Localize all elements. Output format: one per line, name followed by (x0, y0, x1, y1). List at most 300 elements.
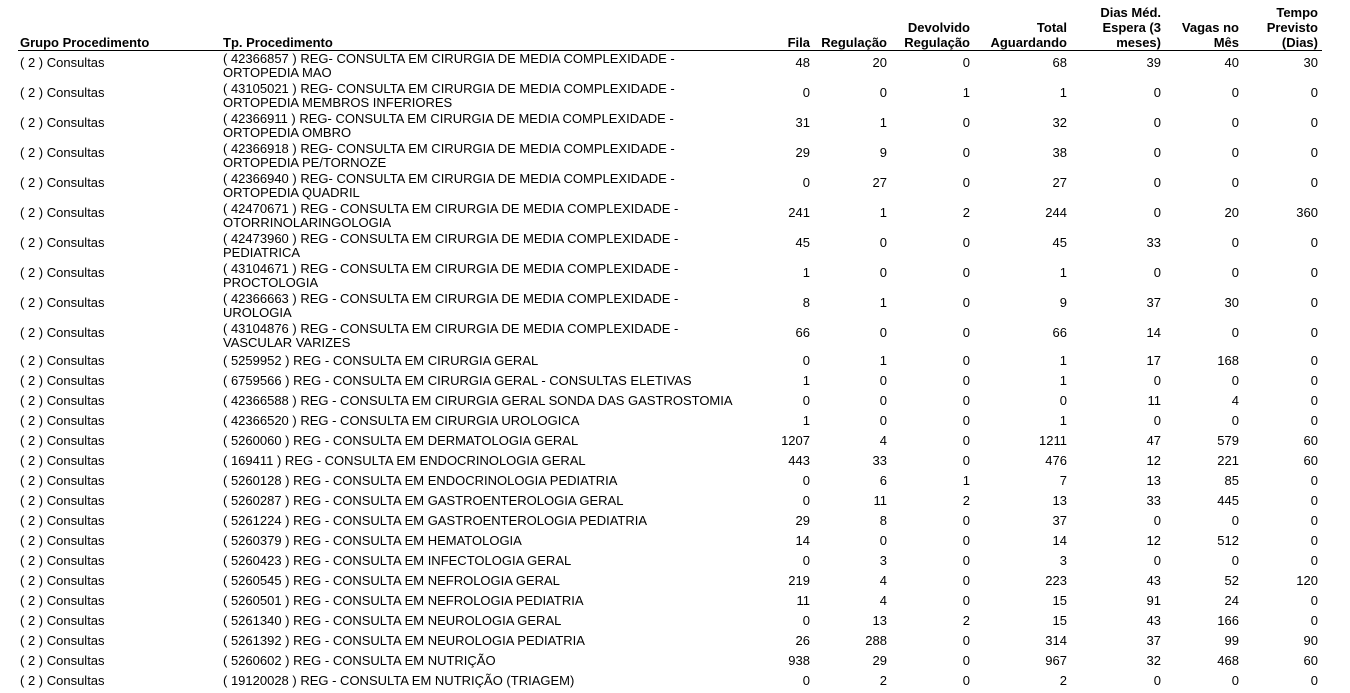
header-regulacao: Regulação (821, 35, 887, 50)
cell-dias: 0 (1153, 265, 1161, 280)
procedimento-line: ( 43104671 ) REG - CONSULTA EM CIRURGIA DE MEDIA COMPLEXIDADE - (223, 261, 679, 276)
cell-dias: 0 (1153, 413, 1161, 428)
cell-tempo: 360 (1296, 205, 1318, 220)
cell-vagas: 0 (1231, 513, 1239, 528)
cell-vagas: 0 (1231, 175, 1239, 190)
table-row (0, 411, 1350, 431)
header-fila: Fila (787, 35, 810, 50)
cell-regulacao: 29 (872, 653, 887, 668)
cell-vagas: 0 (1231, 85, 1239, 100)
cell-fila: 48 (795, 55, 810, 70)
cell-fila: 0 (802, 553, 810, 568)
cell-regulacao: 0 (879, 235, 887, 250)
cell-fila: 1 (802, 265, 810, 280)
cell-procedimento (223, 674, 574, 688)
cell-devolvido: 0 (962, 653, 970, 668)
cell-devolvido: 0 (962, 393, 970, 408)
cell-fila: 0 (802, 473, 810, 488)
table-row (0, 391, 1350, 411)
cell-regulacao: 11 (873, 493, 887, 508)
cell-dias: 0 (1153, 115, 1161, 130)
cell-fila: 0 (802, 393, 810, 408)
cell-procedimento (223, 202, 678, 230)
cell-tempo: 0 (1310, 235, 1318, 250)
cell-dias: 0 (1153, 373, 1161, 388)
cell-fila: 938 (788, 653, 810, 668)
cell-dias: 39 (1146, 55, 1161, 70)
cell-vagas: 0 (1231, 265, 1239, 280)
cell-devolvido: 2 (962, 613, 970, 628)
cell-dias: 33 (1146, 235, 1161, 250)
cell-fila: 0 (802, 673, 810, 688)
cell-total: 1 (1059, 373, 1067, 388)
cell-grupo: ( 2 ) Consultas (20, 513, 105, 528)
cell-fila: 0 (802, 493, 810, 508)
cell-total: 15 (1052, 593, 1067, 608)
cell-total: 1 (1059, 85, 1067, 100)
cell-procedimento (223, 232, 678, 260)
table-row (0, 471, 1350, 491)
table-row (0, 231, 1350, 261)
cell-grupo: ( 2 ) Consultas (20, 473, 105, 488)
cell-procedimento (223, 262, 678, 290)
cell-devolvido: 0 (962, 175, 970, 190)
cell-vagas: 85 (1224, 473, 1239, 488)
cell-devolvido: 0 (962, 553, 970, 568)
procedimento-line: ( 5260545 ) REG - CONSULTA EM NEFROLOGIA GERAL (223, 573, 560, 588)
cell-grupo: ( 2 ) Consultas (20, 175, 105, 190)
cell-dias: 32 (1146, 653, 1161, 668)
cell-vagas: 445 (1217, 493, 1239, 508)
cell-vagas: 512 (1217, 533, 1239, 548)
cell-regulacao: 4 (879, 573, 887, 588)
procedimento-line: PEDIATRICA (223, 245, 301, 260)
cell-regulacao: 0 (879, 373, 887, 388)
cell-grupo: ( 2 ) Consultas (20, 493, 105, 508)
cell-devolvido: 1 (962, 85, 970, 100)
table-row (0, 111, 1350, 141)
cell-tempo: 60 (1303, 433, 1318, 448)
procedimento-line: ORTOPEDIA QUADRIL (223, 185, 360, 200)
cell-regulacao: 0 (879, 85, 887, 100)
cell-devolvido: 0 (962, 533, 970, 548)
procedimento-line: ( 5261392 ) REG - CONSULTA EM NEUROLOGIA PEDIATRIA (223, 633, 585, 648)
cell-dias: 43 (1146, 573, 1161, 588)
cell-tempo: 0 (1310, 513, 1318, 528)
cell-procedimento (223, 574, 560, 588)
cell-procedimento (223, 394, 733, 408)
cell-regulacao: 9 (879, 145, 887, 160)
procedimento-line: ( 5261224 ) REG - CONSULTA EM GASTROENTEROLOGIA PEDIATRIA (223, 513, 648, 528)
cell-vagas: 20 (1224, 205, 1239, 220)
cell-devolvido: 0 (962, 513, 970, 528)
table-row (0, 451, 1350, 471)
cell-dias: 12 (1146, 533, 1161, 548)
cell-procedimento (223, 454, 586, 468)
cell-grupo: ( 2 ) Consultas (20, 633, 105, 648)
cell-devolvido: 0 (962, 235, 970, 250)
cell-grupo: ( 2 ) Consultas (20, 295, 105, 310)
cell-vagas: 0 (1231, 373, 1239, 388)
cell-fila: 0 (802, 613, 810, 628)
cell-devolvido: 0 (962, 573, 970, 588)
cell-vagas: 0 (1231, 413, 1239, 428)
cell-total: 13 (1052, 493, 1067, 508)
cell-grupo: ( 2 ) Consultas (20, 205, 105, 220)
procedimento-line: ( 42366911 ) REG- CONSULTA EM CIRURGIA DE MEDIA COMPLEXIDADE - (223, 111, 674, 126)
procedimento-line: PROCTOLOGIA (223, 275, 319, 290)
cell-procedimento (223, 374, 692, 388)
cell-total: 476 (1045, 453, 1067, 468)
cell-tempo: 0 (1310, 353, 1318, 368)
cell-fila: 0 (802, 353, 810, 368)
cell-fila: 31 (795, 115, 810, 130)
cell-devolvido: 2 (962, 205, 970, 220)
cell-grupo: ( 2 ) Consultas (20, 115, 105, 130)
cell-regulacao: 33 (872, 453, 887, 468)
cell-regulacao: 8 (879, 513, 887, 528)
cell-vagas: 0 (1231, 553, 1239, 568)
cell-total: 15 (1052, 613, 1067, 628)
cell-total: 223 (1045, 573, 1067, 588)
cell-fila: 1 (802, 413, 810, 428)
cell-dias: 0 (1153, 175, 1161, 190)
cell-total: 66 (1052, 325, 1067, 340)
cell-dias: 0 (1153, 85, 1161, 100)
cell-regulacao: 27 (872, 175, 887, 190)
table-row (0, 81, 1350, 111)
cell-tempo: 0 (1310, 393, 1318, 408)
cell-devolvido: 0 (962, 433, 970, 448)
cell-fila: 8 (802, 295, 810, 310)
cell-fila: 0 (802, 175, 810, 190)
procedimento-line: ( 43104876 ) REG - CONSULTA EM CIRURGIA DE MEDIA COMPLEXIDADE - (223, 321, 679, 336)
procedimento-line: ( 5259952 ) REG - CONSULTA EM CIRURGIA GERAL (223, 353, 539, 368)
cell-tempo: 0 (1310, 413, 1318, 428)
cell-devolvido: 0 (962, 633, 970, 648)
table-row (0, 431, 1350, 451)
cell-dias: 91 (1146, 593, 1161, 608)
cell-devolvido: 1 (962, 473, 970, 488)
cell-dias: 11 (1147, 393, 1161, 408)
table-row (0, 171, 1350, 201)
cell-dias: 17 (1146, 353, 1161, 368)
table-row (0, 651, 1350, 671)
cell-regulacao: 0 (879, 325, 887, 340)
cell-regulacao: 0 (879, 413, 887, 428)
table-row (0, 491, 1350, 511)
cell-procedimento (223, 322, 678, 350)
cell-tempo: 120 (1296, 573, 1318, 588)
cell-devolvido: 0 (962, 265, 970, 280)
table-row (0, 531, 1350, 551)
table-body (0, 51, 1350, 691)
cell-vagas: 0 (1231, 115, 1239, 130)
cell-dias: 33 (1146, 493, 1161, 508)
cell-total: 9 (1059, 295, 1067, 310)
cell-grupo: ( 2 ) Consultas (20, 353, 105, 368)
cell-grupo: ( 2 ) Consultas (20, 453, 105, 468)
cell-vagas: 221 (1217, 453, 1239, 468)
cell-total: 38 (1052, 145, 1067, 160)
cell-regulacao: 6 (879, 473, 887, 488)
procedimento-line: ORTOPEDIA MEMBROS INFERIORES (223, 95, 453, 110)
table-row (0, 571, 1350, 591)
cell-tempo: 90 (1303, 633, 1318, 648)
cell-procedimento (223, 434, 578, 448)
table-row (0, 591, 1350, 611)
cell-vagas: 579 (1217, 433, 1239, 448)
cell-vagas: 168 (1217, 353, 1239, 368)
header-dias: Dias Méd. Espera (3 meses) (1100, 5, 1161, 50)
procedimento-line: OTORRINOLARINGOLOGIA (223, 215, 392, 230)
cell-total: 68 (1052, 55, 1067, 70)
cell-vagas: 99 (1224, 633, 1239, 648)
procedimento-line: ( 5260602 ) REG - CONSULTA EM NUTRIÇÃO (223, 653, 496, 668)
cell-regulacao: 1 (879, 353, 887, 368)
cell-regulacao: 0 (879, 533, 887, 548)
cell-dias: 14 (1146, 325, 1161, 340)
cell-regulacao: 1 (879, 115, 887, 130)
cell-vagas: 0 (1231, 325, 1239, 340)
cell-grupo: ( 2 ) Consultas (20, 653, 105, 668)
cell-fila: 29 (795, 145, 810, 160)
cell-total: 45 (1052, 235, 1067, 250)
table-row (0, 551, 1350, 571)
cell-regulacao: 1 (879, 295, 887, 310)
cell-total: 314 (1045, 633, 1067, 648)
cell-regulacao: 0 (879, 265, 887, 280)
cell-tempo: 0 (1310, 593, 1318, 608)
procedimento-line: ( 6759566 ) REG - CONSULTA EM CIRURGIA GERAL - CONSULTAS ELETIVAS (223, 373, 692, 388)
cell-devolvido: 0 (962, 373, 970, 388)
cell-fila: 0 (802, 85, 810, 100)
procedimento-line: ( 5260128 ) REG - CONSULTA EM ENDOCRINOLOGIA PEDIATRIA (223, 473, 618, 488)
table-row (0, 141, 1350, 171)
cell-regulacao: 4 (879, 433, 887, 448)
cell-total: 32 (1052, 115, 1067, 130)
procedimento-line: ( 43105021 ) REG- CONSULTA EM CIRURGIA DE MEDIA COMPLEXIDADE - (223, 81, 675, 96)
cell-total: 1211 (1039, 433, 1067, 448)
cell-vagas: 52 (1224, 573, 1239, 588)
cell-dias: 37 (1146, 633, 1161, 648)
cell-dias: 37 (1146, 295, 1161, 310)
header-vagas: Vagas no Mês (1181, 20, 1239, 50)
cell-devolvido: 0 (962, 145, 970, 160)
table-row (0, 371, 1350, 391)
cell-procedimento (223, 474, 617, 488)
cell-regulacao: 288 (865, 633, 887, 648)
cell-grupo: ( 2 ) Consultas (20, 325, 105, 340)
cell-vagas: 4 (1231, 393, 1239, 408)
header-devolvido: Devolvido Regulação (904, 20, 970, 50)
cell-procedimento (223, 292, 678, 320)
header-tempo: Tempo Previsto (Dias) (1266, 5, 1318, 50)
cell-total: 3 (1059, 553, 1067, 568)
cell-devolvido: 0 (962, 55, 970, 70)
cell-procedimento (223, 534, 522, 548)
cell-fila: 14 (795, 533, 810, 548)
cell-grupo: ( 2 ) Consultas (20, 55, 105, 70)
header-grupo: Grupo Procedimento (20, 35, 150, 50)
procedimento-line: ORTOPEDIA OMBRO (223, 125, 352, 140)
cell-procedimento (223, 614, 561, 628)
table-row (0, 51, 1350, 81)
procedimento-line: ( 5260060 ) REG - CONSULTA EM DERMATOLOGIA GERAL (223, 433, 579, 448)
cell-procedimento (223, 554, 571, 568)
cell-procedimento (223, 52, 675, 80)
cell-tempo: 0 (1310, 85, 1318, 100)
cell-regulacao: 13 (872, 613, 887, 628)
procedimento-line: ( 5260379 ) REG - CONSULTA EM HEMATOLOGIA (223, 533, 522, 548)
cell-tempo: 0 (1310, 145, 1318, 160)
cell-fila: 1207 (781, 433, 810, 448)
cell-fila: 1 (802, 373, 810, 388)
cell-regulacao: 0 (879, 393, 887, 408)
cell-regulacao: 20 (872, 55, 887, 70)
cell-grupo: ( 2 ) Consultas (20, 413, 105, 428)
cell-devolvido: 0 (962, 295, 970, 310)
cell-total: 14 (1052, 533, 1067, 548)
cell-procedimento (223, 594, 583, 608)
cell-tempo: 0 (1310, 373, 1318, 388)
cell-grupo: ( 2 ) Consultas (20, 265, 105, 280)
cell-total: 244 (1045, 205, 1067, 220)
cell-vagas: 0 (1231, 673, 1239, 688)
procedimento-line: ( 5261340 ) REG - CONSULTA EM NEUROLOGIA GERAL (223, 613, 562, 628)
procedimento-line: ( 42470671 ) REG - CONSULTA EM CIRURGIA DE MEDIA COMPLEXIDADE - (223, 201, 679, 216)
cell-regulacao: 2 (879, 673, 887, 688)
cell-tempo: 60 (1303, 653, 1318, 668)
cell-tempo: 0 (1310, 175, 1318, 190)
table-row (0, 511, 1350, 531)
cell-dias: 0 (1153, 205, 1161, 220)
cell-total: 1 (1059, 353, 1067, 368)
procedimento-line: UROLOGIA (223, 305, 292, 320)
cell-dias: 0 (1153, 513, 1161, 528)
cell-procedimento (223, 172, 675, 200)
procedimento-line: ( 42366918 ) REG- CONSULTA EM CIRURGIA DE MEDIA COMPLEXIDADE - (223, 141, 675, 156)
procedimento-line: ( 42366857 ) REG- CONSULTA EM CIRURGIA DE MEDIA COMPLEXIDADE - (223, 51, 675, 66)
cell-vagas: 24 (1224, 593, 1239, 608)
header-total: Total Aguardando (990, 20, 1067, 50)
cell-grupo: ( 2 ) Consultas (20, 145, 105, 160)
cell-dias: 0 (1153, 553, 1161, 568)
cell-procedimento (223, 112, 674, 140)
cell-fila: 241 (788, 205, 810, 220)
cell-regulacao: 3 (879, 553, 887, 568)
cell-fila: 443 (788, 453, 810, 468)
cell-grupo: ( 2 ) Consultas (20, 553, 105, 568)
cell-fila: 26 (795, 633, 810, 648)
cell-total: 37 (1052, 513, 1067, 528)
procedimento-line: VASCULAR VARIZES (223, 335, 351, 350)
procedimento-line: ( 169411 ) REG - CONSULTA EM ENDOCRINOLOGIA GERAL (223, 453, 586, 468)
cell-grupo: ( 2 ) Consultas (20, 433, 105, 448)
cell-vagas: 40 (1224, 55, 1239, 70)
procedimento-line: ( 42473960 ) REG - CONSULTA EM CIRURGIA DE MEDIA COMPLEXIDADE - (223, 231, 679, 246)
procedimento-line: ( 42366588 ) REG - CONSULTA EM CIRURGIA GERAL SONDA DAS GASTROSTOMIA (223, 393, 733, 408)
procedimento-line: ( 5260423 ) REG - CONSULTA EM INFECTOLOGIA GERAL (223, 553, 572, 568)
table-row (0, 321, 1350, 351)
cell-procedimento (223, 514, 647, 528)
cell-grupo: ( 2 ) Consultas (20, 573, 105, 588)
procedimento-line: ORTOPEDIA MAO (223, 65, 332, 80)
cell-total: 967 (1045, 653, 1067, 668)
cell-procedimento (223, 634, 585, 648)
cell-fila: 29 (795, 513, 810, 528)
table-row (0, 671, 1350, 691)
cell-dias: 12 (1146, 453, 1161, 468)
cell-tempo: 0 (1310, 265, 1318, 280)
table-row (0, 611, 1350, 631)
procedimento-line: ( 42366520 ) REG - CONSULTA EM CIRURGIA UROLOGICA (223, 413, 580, 428)
cell-fila: 45 (795, 235, 810, 250)
cell-tempo: 30 (1303, 55, 1318, 70)
cell-grupo: ( 2 ) Consultas (20, 533, 105, 548)
cell-devolvido: 0 (962, 453, 970, 468)
cell-regulacao: 4 (879, 593, 887, 608)
cell-grupo: ( 2 ) Consultas (20, 593, 105, 608)
cell-tempo: 0 (1310, 295, 1318, 310)
cell-total: 7 (1059, 473, 1067, 488)
cell-dias: 47 (1146, 433, 1161, 448)
cell-total: 1 (1059, 413, 1067, 428)
cell-procedimento (223, 142, 675, 170)
cell-total: 0 (1059, 393, 1067, 408)
cell-grupo: ( 2 ) Consultas (20, 613, 105, 628)
cell-devolvido: 0 (962, 593, 970, 608)
cell-tempo: 0 (1310, 553, 1318, 568)
cell-grupo: ( 2 ) Consultas (20, 235, 105, 250)
cell-dias: 0 (1153, 145, 1161, 160)
cell-tempo: 60 (1303, 453, 1318, 468)
cell-devolvido: 0 (962, 413, 970, 428)
cell-procedimento (223, 82, 675, 110)
table-row (0, 261, 1350, 291)
procedimento-line: ( 42366663 ) REG - CONSULTA EM CIRURGIA DE MEDIA COMPLEXIDADE - (223, 291, 679, 306)
cell-devolvido: 0 (962, 325, 970, 340)
cell-vagas: 468 (1217, 653, 1239, 668)
cell-tempo: 0 (1310, 533, 1318, 548)
cell-tempo: 0 (1310, 473, 1318, 488)
table-row (0, 291, 1350, 321)
cell-vagas: 166 (1217, 613, 1239, 628)
cell-tempo: 0 (1310, 493, 1318, 508)
cell-dias: 13 (1146, 473, 1161, 488)
cell-vagas: 30 (1224, 295, 1239, 310)
cell-total: 2 (1059, 673, 1067, 688)
cell-tempo: 0 (1310, 115, 1318, 130)
cell-fila: 219 (788, 573, 810, 588)
cell-devolvido: 0 (962, 115, 970, 130)
cell-devolvido: 0 (962, 673, 970, 688)
cell-total: 1 (1059, 265, 1067, 280)
cell-grupo: ( 2 ) Consultas (20, 85, 105, 100)
cell-procedimento (223, 654, 496, 668)
cell-devolvido: 0 (962, 353, 970, 368)
cell-fila: 11 (796, 593, 810, 608)
cell-tempo: 0 (1310, 673, 1318, 688)
cell-tempo: 0 (1310, 325, 1318, 340)
cell-procedimento (223, 354, 538, 368)
procedimento-line: ( 19120028 ) REG - CONSULTA EM NUTRIÇÃO (TRIAGEM) (223, 673, 575, 688)
table-row (0, 351, 1350, 371)
header-tipo: Tp. Procedimento (223, 35, 333, 50)
table-row (0, 201, 1350, 231)
cell-grupo: ( 2 ) Consultas (20, 673, 105, 688)
cell-dias: 43 (1146, 613, 1161, 628)
